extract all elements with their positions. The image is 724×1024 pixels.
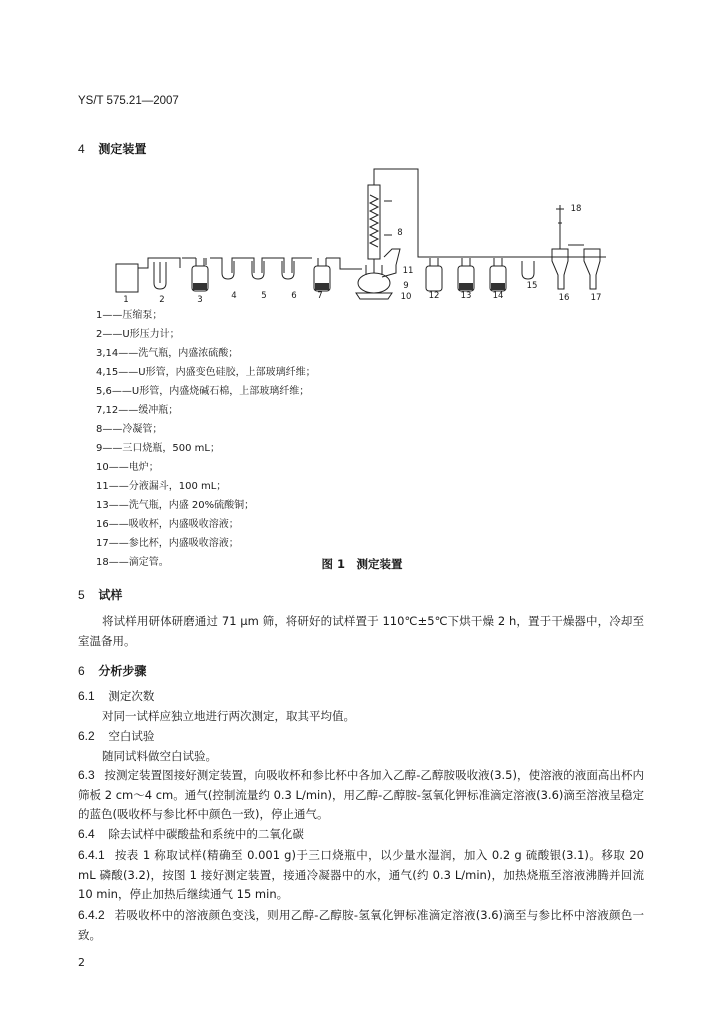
u-tube-15 [522,261,534,279]
buffer-bottle-7 [314,258,330,291]
diagram-label-17: 17 [590,293,602,303]
reference-cup [584,249,600,289]
absorption-cup [552,249,568,289]
compressor-pump [116,264,138,292]
diagram-label-1: 1 [123,295,129,305]
subsection-body: 按表 1 称取试样(精确至 0.001 g)于三口烧瓶中，以少量水湿润，加入 0.2 g 硫酸银(3.1)。移取 20 mL 磷酸(3.2)，按图 1 接好测定装置，接通冷凝器中的水，通气(约 0.3 L/min)，加热烧瓶至溶液沸腾并回流 10 min，停止加热后继续通气 15 min。 [78,848,644,901]
subsection-title: 除去试样中碳酸盐和系统中的二氧化碳 [108,827,304,841]
subsection-6-2-body: 随同试料做空白试验。 [102,749,217,763]
legend-item: 2——U形压力计； [96,329,180,340]
burette [556,205,564,249]
legend-item: 4,15——U形管，内盛变色硅胶，上部玻璃纤维； [96,367,316,378]
diagram-label-18: 18 [570,204,582,214]
standard-number: YS/T 575.21—2007 [78,95,179,107]
section-4-heading [78,140,146,157]
subsection-6-2-heading [78,728,154,744]
diagram-label-3: 3 [197,295,203,305]
wash-bottle-13 [458,258,474,291]
legend-item: 11——分液漏斗，100 mL； [96,481,227,492]
diagram-label-4: 4 [231,291,237,301]
subsection-title: 空白试验 [108,729,155,743]
legend-item: 3,14——洗气瓶，内盛浓硫酸； [96,348,239,359]
legend-item: 17——参比杯，内盛吸收溶液； [96,538,239,549]
flask-necks [366,259,382,275]
diagram-label-14: 14 [492,291,504,301]
subsection-number: 6.3 [78,768,95,782]
legend-item: 7,12——缓冲瓶； [96,405,179,416]
subsection-6-3 [78,766,644,825]
section-title: 试样 [98,588,123,602]
legend-item: 9——三口烧瓶，500 mL； [96,443,220,454]
section-5-body: 将试样用研体研磨通过 71 μm 筛，将研好的试样置于 110℃±5℃下烘干燥 2 h，置于干燥器中，冷却至室温备用。 [78,614,644,648]
section-number: 4 [78,142,85,156]
diagram-label-12: 12 [428,291,440,301]
section-title: 测定装置 [98,142,147,156]
gas-line [138,258,312,273]
legend-item: 10——电炉； [96,462,159,473]
electric-furnace [356,293,392,299]
diagram-label-15: 15 [526,281,538,291]
subsection-number: 6.1 [78,689,95,703]
subsection-6-1-body: 对同一试样应独立地进行两次测定，取其平均值。 [102,709,355,723]
diagram-label-10: 10 [400,292,412,302]
diagram-label-8: 8 [397,228,403,238]
subsection-number: 6.2 [78,729,95,743]
apparatus-diagram [0,165,724,305]
subsection-body: 若吸收杯中的溶液颜色变浅，则用乙醇-乙醇胺-氢氧化钾标准滴定溶液(3.6)滴至与参比杯中溶液颜色一致。 [78,908,644,942]
subsection-body: 按测定装置图接好测定装置，向吸收杯和参比杯中各加入乙醇-乙醇胺吸收液(3.5)，使溶液的液面高出杯内筛板 2 cm～4 cm。通气(控制流量约 0.3 L/min)，用乙醇-乙醇胺-氢氧化钾标准滴定溶液(3.6)滴至溶液呈稳定的蓝色(吸收杯与参比杯中颜色一致)，停止通气。 [78,768,645,821]
section-6-heading [78,662,146,679]
subsection-number: 6.4.2 [78,908,105,922]
subsection-6-1-heading [78,688,154,704]
buffer-bottle-12 [426,258,442,291]
legend-item: 16——吸收杯，内盛吸收溶液； [96,519,239,530]
section-number: 6 [78,664,85,678]
legend-item: 18——滴定管。 [96,557,169,568]
diagram-label-9: 9 [403,281,409,291]
wash-bottle-14 [490,258,506,291]
diagram-label-7: 7 [317,291,323,301]
legend-item: 1——压缩泵； [96,310,163,321]
separatory-funnel [382,249,400,277]
subsection-number: 6.4.1 [78,848,105,862]
diagram-label-2: 2 [159,295,165,305]
diagram-label-13: 13 [460,291,472,301]
gas-line-to-flask [326,258,362,269]
diagram-label-16: 16 [558,293,570,303]
u-manometer [154,262,166,289]
diagram-label-11: 11 [402,266,414,276]
legend-item: 5,6——U形管，内盛烧碱石棉，上部玻璃纤维； [96,386,310,397]
diagram-label-5: 5 [261,291,267,301]
subsection-6-4-1 [78,846,644,905]
page-number: 2 [78,956,85,969]
figure-caption: 图 1 测定装置 [321,557,403,571]
subsection-title: 测定次数 [108,689,155,703]
subsection-6-4-2 [78,906,644,945]
legend-item: 8——冷凝管； [96,424,163,435]
legend-item: 13——洗气瓶，内盛 20%硫酸铜； [96,500,255,511]
section-5-heading [78,586,122,603]
section-title: 分析步骤 [98,664,147,678]
subsection-6-4-heading [78,826,304,842]
section-number: 5 [78,588,85,602]
subsection-number: 6.4 [78,827,95,841]
diagram-label-6: 6 [291,291,297,301]
